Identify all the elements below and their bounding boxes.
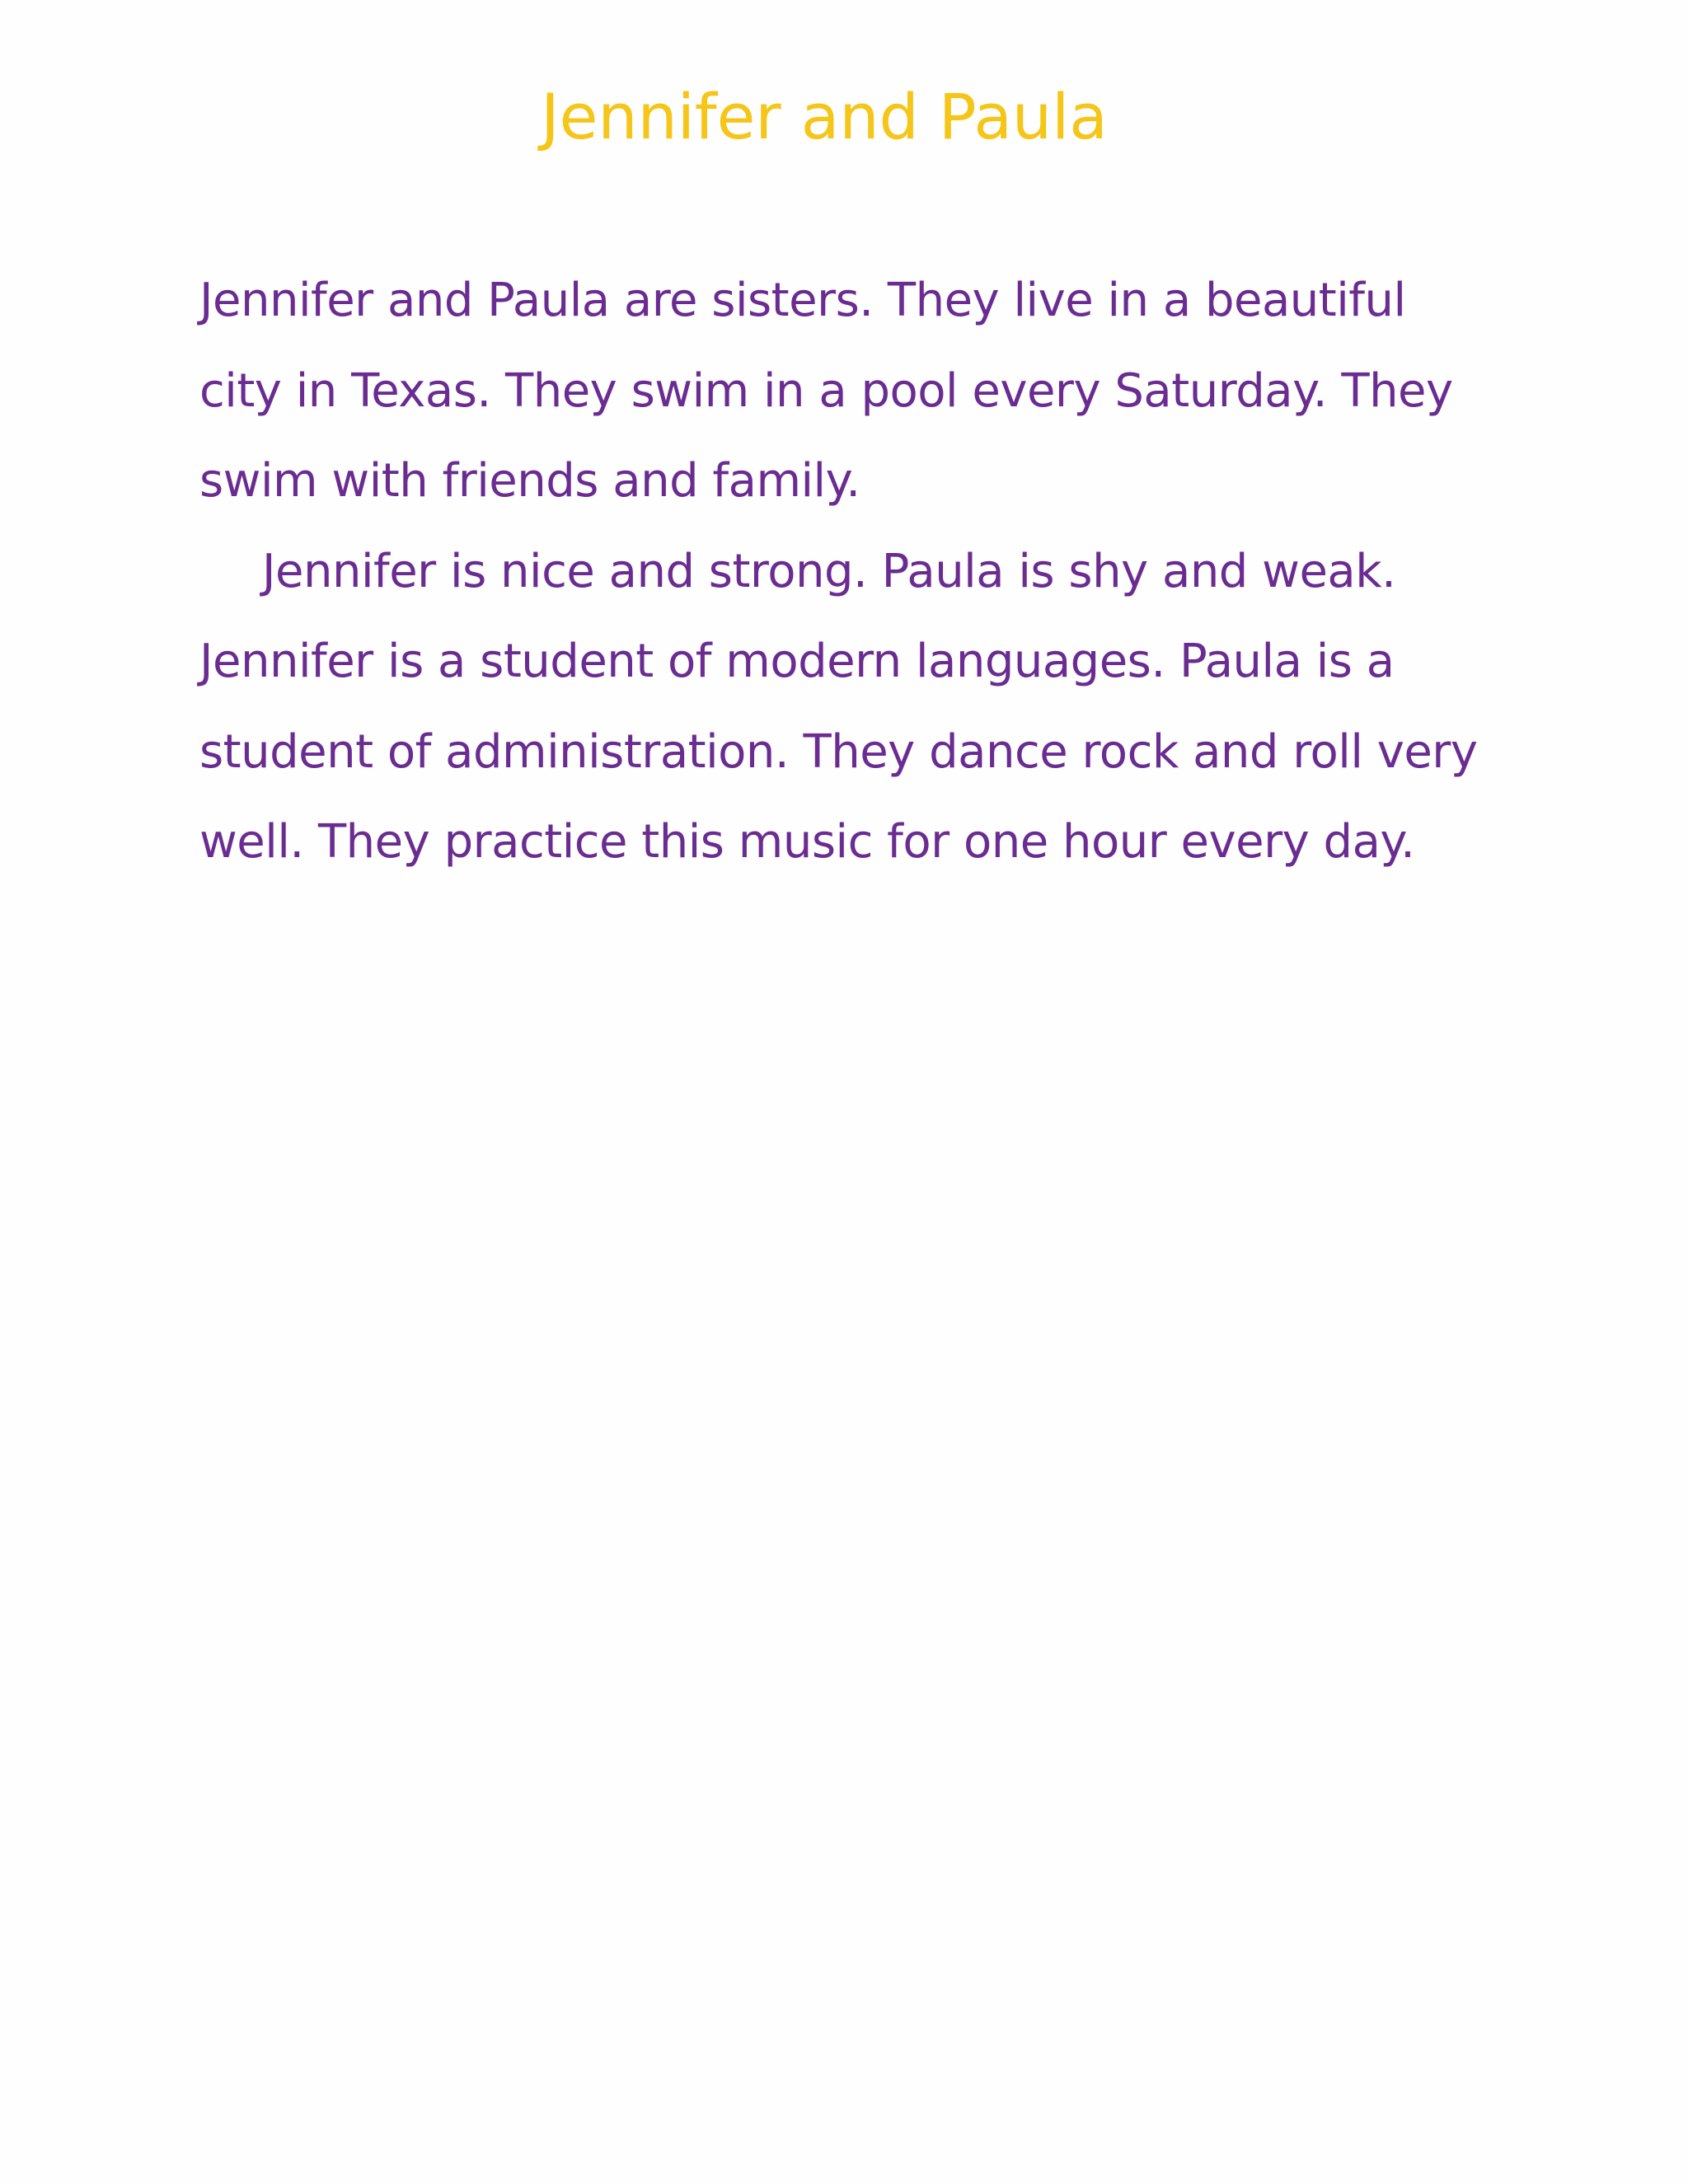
story-line: Jennifer and Paula are sisters. They live in a beautiful xyxy=(199,274,1406,327)
story-line: swim with friends and family. xyxy=(199,454,860,508)
story-line: Jennifer is a student of modern languages. Paula is a xyxy=(199,635,1395,688)
page-title: Jennifer and Paula xyxy=(541,80,1108,153)
story-text xyxy=(199,255,1478,888)
story-line: Jennifer is nice and strong. Paula is shy and weak. xyxy=(262,544,1396,598)
story-line: city in Texas. They swim in a pool every Saturday. They xyxy=(199,363,1453,418)
story-line: well. They practice this music for one hour every day. xyxy=(199,815,1415,869)
story-line: student of administration. They dance rock and roll very xyxy=(199,724,1478,779)
